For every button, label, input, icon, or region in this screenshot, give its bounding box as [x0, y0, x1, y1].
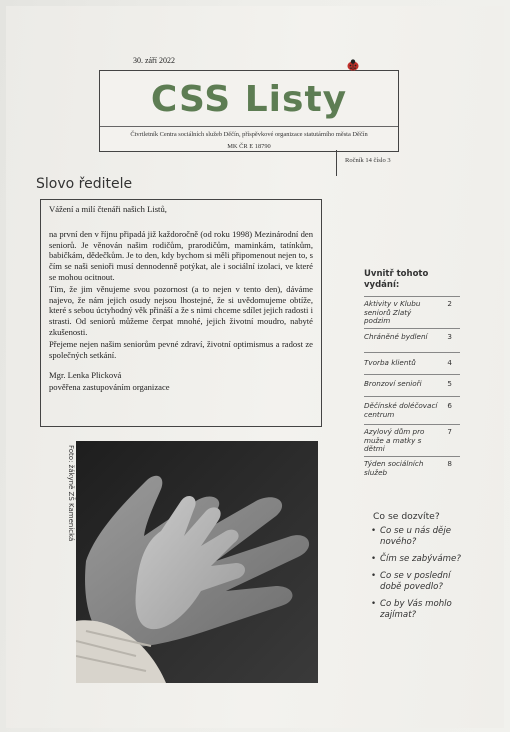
toc-divider	[364, 328, 460, 329]
article-heading: Slovo ředitele	[36, 176, 133, 192]
toc-divider	[364, 296, 460, 297]
toc-item[interactable]	[364, 359, 460, 368]
newsletter-title: CSS Listy	[150, 79, 348, 120]
toc-item-page: 4	[447, 358, 452, 367]
toc-item-label: Týden sociálních služeb	[364, 459, 424, 477]
toc-divider	[364, 352, 460, 353]
toc-item-page: 3	[447, 332, 452, 341]
toc-item-page: 8	[447, 459, 452, 468]
toc-item-label: Azylový dům pro muže a matky s dětmi	[364, 427, 425, 453]
toc-item[interactable]	[364, 333, 460, 342]
hands-photo	[76, 441, 318, 683]
question-item: • Čím se zabýváme?	[371, 554, 471, 565]
question-item: • Co se v poslední době povedlo?	[371, 571, 471, 593]
toc-item-page: 5	[447, 379, 452, 388]
toc-item[interactable]	[364, 402, 460, 419]
toc-item-label: Tvorba klientů	[364, 358, 416, 367]
toc-item-label: Děčínské doléčovací centrum	[364, 401, 438, 419]
toc-title: Uvnitř tohoto vydání:	[364, 269, 429, 290]
signature-name: Mgr. Lenka Plicková	[49, 370, 122, 381]
toc-item[interactable]	[364, 300, 460, 326]
signature-role: pověřena zastupováním organizace	[49, 382, 170, 393]
publisher-line: Čtvrtletník Centra sociálních služeb Děčín, příspěvkové organizace statutárního města Děčín	[130, 131, 368, 138]
toc-divider	[364, 374, 460, 375]
questions-list	[371, 526, 471, 627]
toc-item[interactable]	[364, 380, 460, 389]
issue-date: 30. září 2022	[133, 56, 175, 65]
questions-title: Co se dozvíte?	[373, 511, 440, 522]
toc-item-label: Aktivity v Klubu seniorů Zlatý podzim	[364, 299, 421, 325]
hands-illustration	[76, 441, 318, 683]
toc-item[interactable]	[364, 428, 460, 454]
volume-divider	[336, 150, 337, 176]
photo-credit: Foto: žákyně ZŠ Kamenická	[67, 445, 75, 542]
question-item: • Co by Vás mohlo zajímat?	[371, 599, 471, 621]
toc-divider	[364, 456, 460, 457]
letter-paragraph: na první den v říjnu připadá již každoročně (od roku 1998) Mezinárodní den seniorů. Je věnován našim rodičům, prarodičům, maminkám, tatínkům, babičkám, dědečkům. Je to den, kdy bychom si měli připomenout nejen to, s čím se naši senioři musí dennodenně potýkat, ale i sociální izolaci, ve které se mohou ocitnout.	[49, 228, 313, 282]
toc-item-label: Bronzoví senioři	[364, 379, 422, 388]
masthead-divider	[100, 126, 398, 127]
question-item: • Co se u nás děje nového?	[371, 526, 471, 548]
toc-item-label: Chráněné bydlení	[364, 332, 428, 341]
toc-item-page: 7	[447, 427, 452, 436]
toc-item[interactable]	[364, 460, 460, 477]
letter-greeting: Vážení a milí čtenáři našich Listů,	[49, 204, 167, 214]
volume-number: Ročník 14 číslo 3	[345, 157, 391, 164]
toc-item-page: 6	[447, 401, 452, 410]
registration-number: MK ČR E 18790	[227, 143, 271, 150]
masthead	[99, 70, 399, 152]
director-letter	[40, 199, 322, 427]
letter-paragraph: Tím, že jim věnujeme svou pozornost (a to nejen v tento den), dáváme najevo, že nám jejich osudy nejsou lhostejné, že si uvědomujeme obtíže, které s sebou úctyhodný věk přináší a že s nimi chceme sdílet jejich radosti i strasti. Od seniorů můžeme čerpat mnohé, jejich životní moudro, nabyté zkušenosti.	[49, 283, 313, 337]
ladybug-icon	[346, 59, 360, 71]
toc-divider	[364, 424, 460, 425]
letter-paragraph: Přejeme nejen našim seniorům pevné zdraví, životní optimismus a radost ze společných setkání.	[49, 338, 313, 360]
toc-item-page: 2	[447, 299, 452, 308]
toc-divider	[364, 396, 460, 397]
